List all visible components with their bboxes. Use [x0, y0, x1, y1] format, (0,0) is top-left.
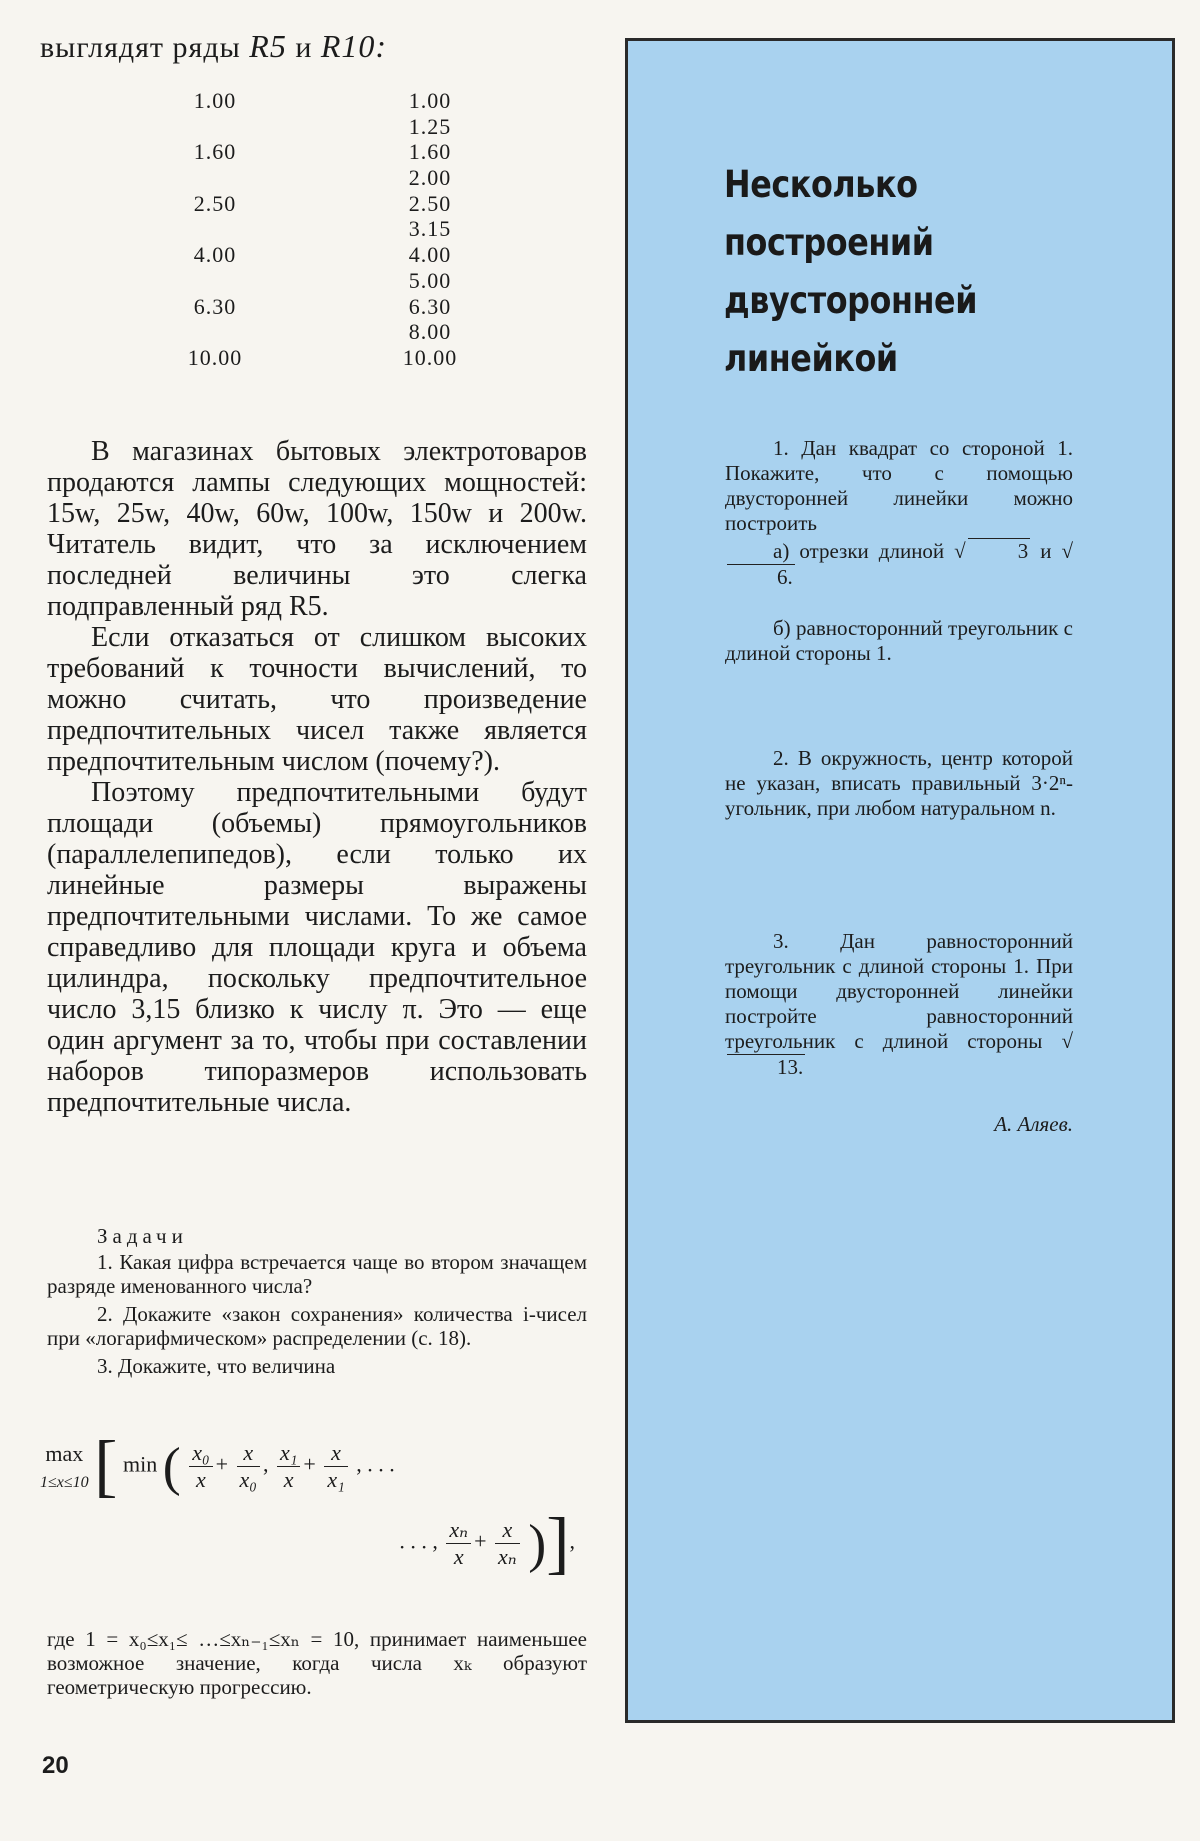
formula-fraction: $\frac{\text{x₀}}{x}$ [189, 1440, 212, 1493]
sidebar-panel [625, 38, 1175, 1723]
series-r10-value: 3.15 [408, 216, 452, 242]
problem-2-text: 2. В окружность, центр которой не указан, вписать правильный 3·2ⁿ-угольник, при любом натуральном n. [725, 746, 1073, 820]
sqrt-6: 6. [727, 564, 795, 590]
series-r5-value: 6.30 [193, 293, 237, 319]
problem-1-text: 1. Дан квадрат со стороной 1. Покажите, что с помощью двусторонней линейки можно построить [725, 436, 1073, 535]
panel-title-line: линейкой [724, 337, 898, 380]
page-number: 20 [42, 1752, 69, 1779]
formula-fraction: $\frac{x}{\text{x₁}}$ [324, 1440, 347, 1493]
formula-max-range: 1≤x≤10 [40, 1473, 89, 1491]
problem-3-text: 3. Дан равносторонний треугольник с длиной стороны 1. При помощи двусторонней линейки постройте равносторонний треугольник с длиной стороны √13. [725, 929, 1073, 1079]
series-r10-value: 1.60 [408, 139, 452, 165]
paragraph-lamps: В магазинах бытовых электротоваров продаются лампы следующих мощностей: 15w, 25w, 40w, 60w, 100w, 150w и 200w. Читатель видит, что за исключением последней величины это слегка подправленный ряд R5. [47, 436, 587, 622]
panel-title [724, 156, 1085, 388]
formula-open-paren: ( [162, 1436, 181, 1497]
series-r5-value: 2.50 [193, 190, 237, 216]
formula-open-bracket: [ [94, 1427, 118, 1505]
formula-min: min [122, 1451, 158, 1477]
series-r5-value: 4.00 [193, 242, 237, 268]
series-r10-value: 2.50 [408, 190, 452, 216]
task-conclusion: где 1 = x₀≤x₁≤ …≤xₙ₋₁≤xₙ = 10, принимает наименьшее возможное значение, когда числа xₖ образуют геометрическую прогрессию. [47, 1627, 587, 1699]
formula-ellipsis: , . . . [356, 1451, 395, 1477]
task-item: 3. Докажите, что величина [97, 1354, 336, 1378]
formula-close-paren: ) [528, 1513, 547, 1574]
paragraph-product: Если отказаться от слишком высоких требований к точности вычислений, то можно считать, что произведение предпочтительных чисел также является предпочтительным числом (почему?). [47, 622, 587, 777]
series-r10-value: 2.00 [408, 165, 452, 191]
tasks-section [47, 1224, 587, 1382]
intro-and: и [295, 31, 313, 64]
task-item: 2. Докажите «закон сохранения» количества i-чисел при «логарифмическом» распределении (с. 18). [47, 1302, 587, 1350]
panel-title-line: двусторонней [724, 279, 978, 322]
formula-fraction: $\frac{\text{x₁}}{x}$ [277, 1440, 300, 1493]
problem-2 [725, 746, 1073, 821]
task-item: 1. Какая цифра встречается чаще во втором значащем разряде именованного числа? [47, 1250, 587, 1298]
body-text [47, 436, 587, 1118]
tasks-header: Задачи [97, 1224, 188, 1248]
formula-ellipsis-2: . . . , [399, 1528, 438, 1554]
formula: max 1≤x≤10 [ min ( $\frac{\text{x₀}}{x}$ + $\frac{x}{\text{x₀}}$ , $\frac{\text{x₁}}{x}$ + $\frac{x}{\text{x₁}}$ , . . . . . . , $\frac{\text{xₙ}}{x}$ + $\frac{x}{\text{xₙ}}$ )], [40, 1427, 575, 1582]
problem-1 [725, 436, 1073, 666]
panel-title-line: построений [724, 221, 934, 264]
author: А. Аляев. [994, 1112, 1073, 1136]
series-r5-value: 10.00 [187, 344, 243, 370]
paragraph-areas: Поэтому предпочтительными будут площади (объемы) прямоугольников (параллелепипедов), если только их линейные размеры выражены предпочтительными числами. То же самое справедливо для площади круга и объема цилиндра, поскольку предпочтительное число 3,15 близко к числу π. Это — еще один аргумент за то, чтобы при составлении наборов типоразмеров использовать предпочтительные числа. [47, 777, 587, 1118]
formula-fraction: $\frac{\text{xₙ}}{x}$ [446, 1517, 471, 1570]
intro-r5: R5 [249, 28, 287, 64]
sqrt-3: 3 [968, 538, 1031, 564]
formula-end: , [569, 1528, 575, 1554]
intro-line [40, 28, 387, 65]
panel-title-line: Несколько [724, 163, 918, 206]
series-r10-value: 1.00 [408, 88, 452, 113]
series-r10-column [390, 88, 470, 371]
intro-r10: R10: [320, 28, 388, 64]
series-r10-value: 1.25 [408, 113, 452, 139]
series-r10-value: 10.00 [402, 344, 458, 370]
series-r5-value: 1.60 [193, 139, 237, 165]
series-r10-value: 8.00 [408, 319, 452, 345]
sqrt-13: 13. [727, 1054, 805, 1080]
problem-3 [725, 929, 1073, 1080]
problem-1-part-b: б) равносторонний треугольник с длиной стороны 1. [725, 616, 1073, 665]
series-r10-value: 5.00 [408, 267, 452, 293]
formula-fraction: $\frac{x}{\text{xₙ}}$ [495, 1517, 520, 1570]
intro-text: выглядят ряды [40, 31, 241, 64]
formula-max: max [45, 1440, 84, 1466]
tasks-after [47, 1627, 587, 1703]
problem-1-part-a: а) отрезки длиной √ 3 и √6. [725, 538, 1073, 590]
formula-close-bracket: ] [546, 1504, 570, 1582]
series-r5-column [175, 88, 255, 371]
series-r10-value: 6.30 [408, 293, 452, 319]
formula-fraction: $\frac{x}{\text{x₀}}$ [237, 1440, 260, 1493]
series-r5-value: 1.00 [193, 88, 237, 113]
series-r10-value: 4.00 [408, 242, 452, 268]
